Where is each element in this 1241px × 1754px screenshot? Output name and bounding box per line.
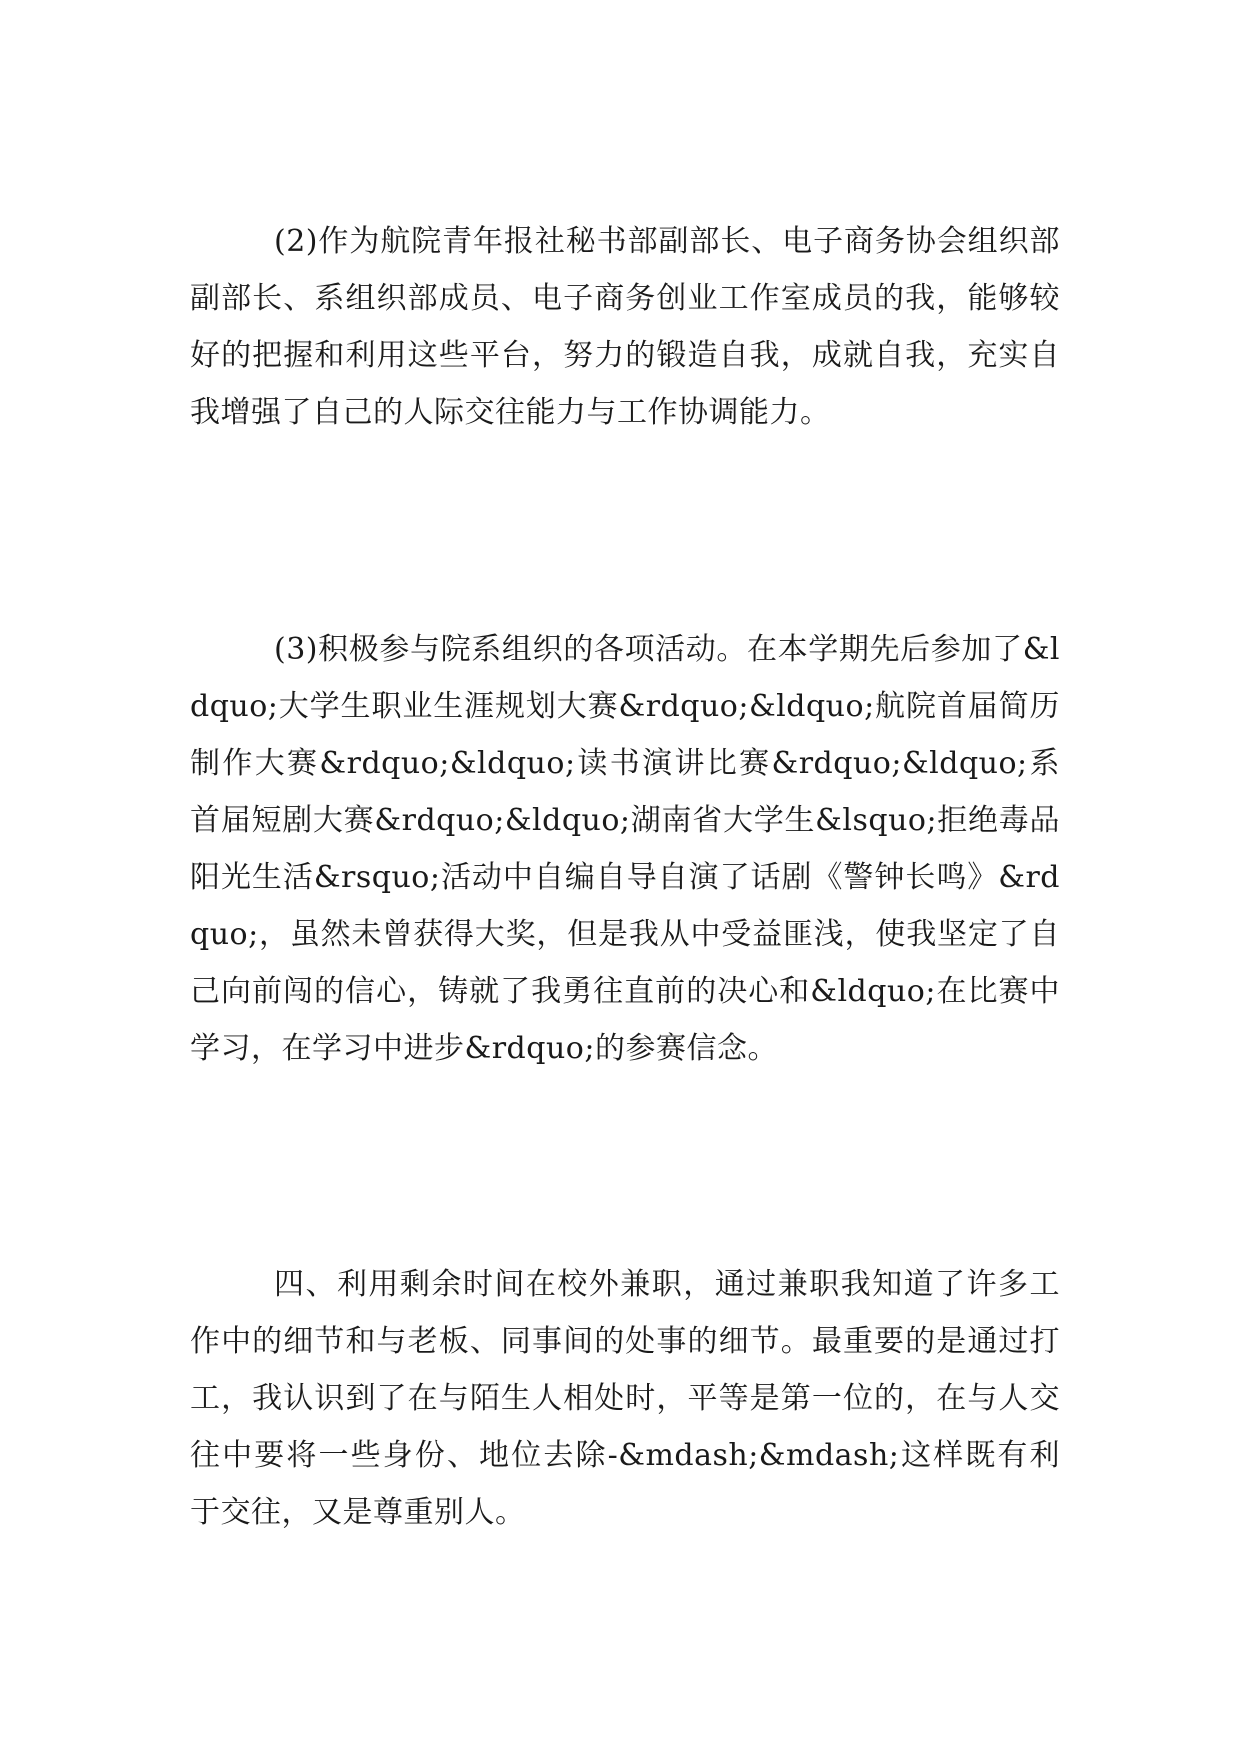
paragraph-student-positions: (2)作为航院青年报社秘书部副部长、电子商务协会组织部副部长、系组织部成员、电子商务创业工作室成员的我，能够较好的把握和利用这些平台，努力的锻造自我，成就自我，充实自我增强了自己的人际交往能力与工作协调能力。 [190, 224, 1060, 430]
paragraph-activities: (3)积极参与院系组织的各项活动。在本学期先后参加了&ldquo;大学生职业生涯规划大赛&rdquo;&ldquo;航院首届简历制作大赛&rdquo;&ldquo;读书演讲比赛&rdquo;&ldquo;系首届短剧大赛&rdquo;&ldquo;湖南省大学生&lsquo;拒绝毒品阳光生活&rsquo;活动中自编自导自演了话剧《警钟长鸣》&rdquo;，虽然未曾获得大奖，但是我从中受益匪浅，使我坚定了自己向前闯的信心，铸就了我勇往直前的决心和&ldquo;在比赛中学习，在学习中进步&rdquo;的参赛信念。 [190, 632, 1060, 1066]
paragraph-part-time-job: 四、利用剩余时间在校外兼职，通过兼职我知道了许多工作中的细节和与老板、同事间的处事的细节。最重要的是通过打工，我认识到了在与陌生人相处时，平等是第一位的，在与人交往中要将一些身份、地位去除-&mdash;&mdash;这样既有利于交往，又是尊重别人。 [190, 1267, 1060, 1530]
